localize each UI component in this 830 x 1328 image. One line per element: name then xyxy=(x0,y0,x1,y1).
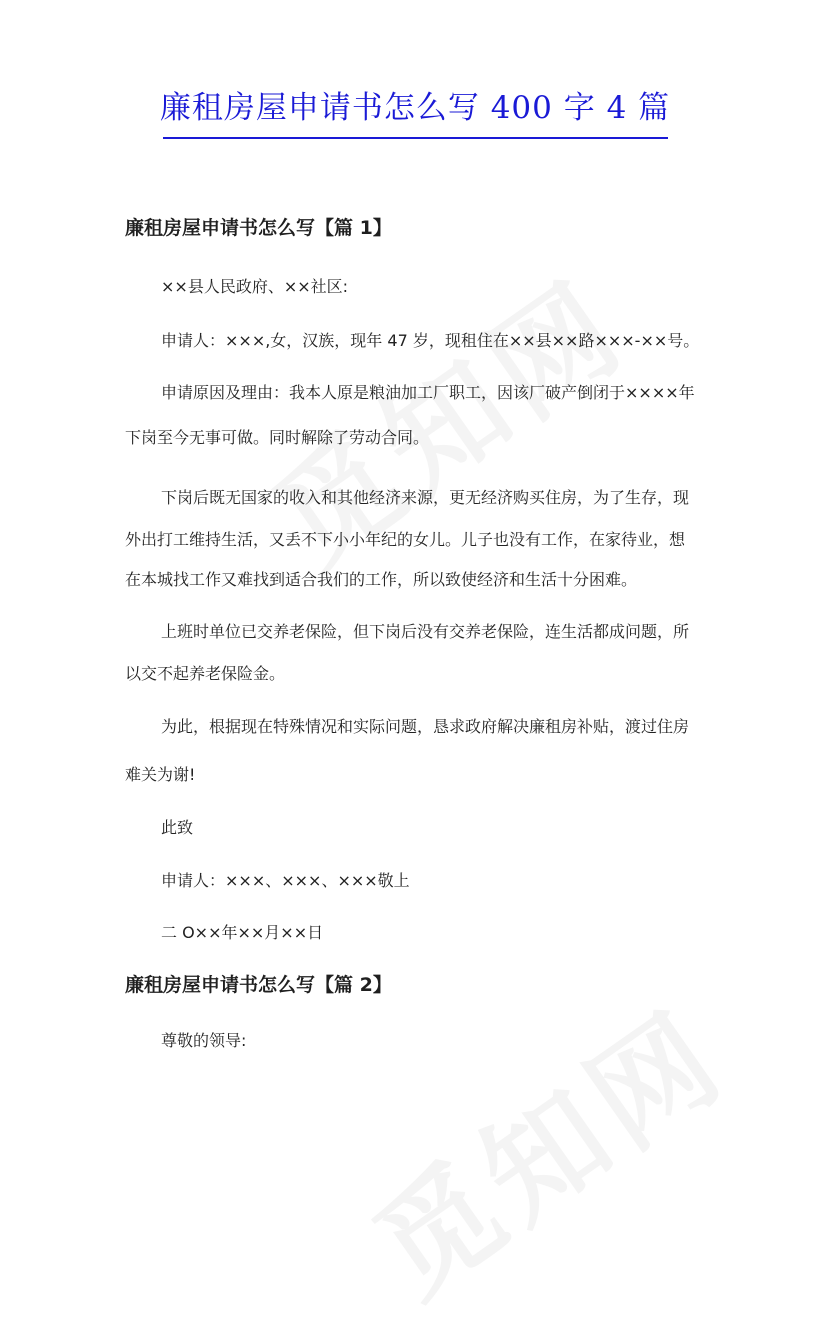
hardship-paragraph-line: 在本城找工作又难找到适合我们的工作，所以致使经济和生活十分困难。 xyxy=(125,570,638,589)
addressee: 尊敬的领导: xyxy=(161,1031,247,1050)
reason-paragraph-line: 下岗至今无事可做。同时解除了劳动合同。 xyxy=(125,428,430,447)
hardship-paragraph-line: 外出打工维持生活，又丢不下小小年纪的女儿。儿子也没有工作，在家待业，想 xyxy=(125,530,686,549)
page-title: 廉租房屋申请书怎么写 400 字 4 篇 xyxy=(159,90,671,126)
closing: 此致 xyxy=(161,818,194,837)
hardship-paragraph-line: 下岗后既无国家的收入和其他经济来源，更无经济购买住房，为了生存，现 xyxy=(161,488,690,507)
insurance-paragraph-line: 以交不起养老保险金。 xyxy=(125,664,286,683)
signature: 申请人：×××、×××、×××敬上 xyxy=(161,871,410,890)
insurance-paragraph-line: 上班时单位已交养老保险，但下岗后没有交养老保险，连生活都成问题，所 xyxy=(161,622,690,641)
reason-paragraph-line: 申请原因及理由：我本人原是粮油加工厂职工，因该厂破产倒闭于××××年 xyxy=(161,383,695,402)
applicant-info: 申请人：×××,女，汉族，现年 47 岁，现租住在××县××路×××-××号。 xyxy=(161,331,700,350)
addressee: ××县人民政府、××社区: xyxy=(161,277,349,296)
date: 二 O××年××月××日 xyxy=(161,923,324,942)
section-heading-2: 廉租房屋申请书怎么写【篇 2】 xyxy=(125,974,392,996)
request-paragraph-line: 为此，根据现在特殊情况和实际问题，恳求政府解决廉租房补贴，渡过住房 xyxy=(161,717,690,736)
section-heading-1: 廉租房屋申请书怎么写【篇 1】 xyxy=(125,217,392,239)
title-underline xyxy=(163,137,668,139)
request-paragraph-line: 难关为谢! xyxy=(125,765,196,784)
watermark xyxy=(336,964,754,1328)
